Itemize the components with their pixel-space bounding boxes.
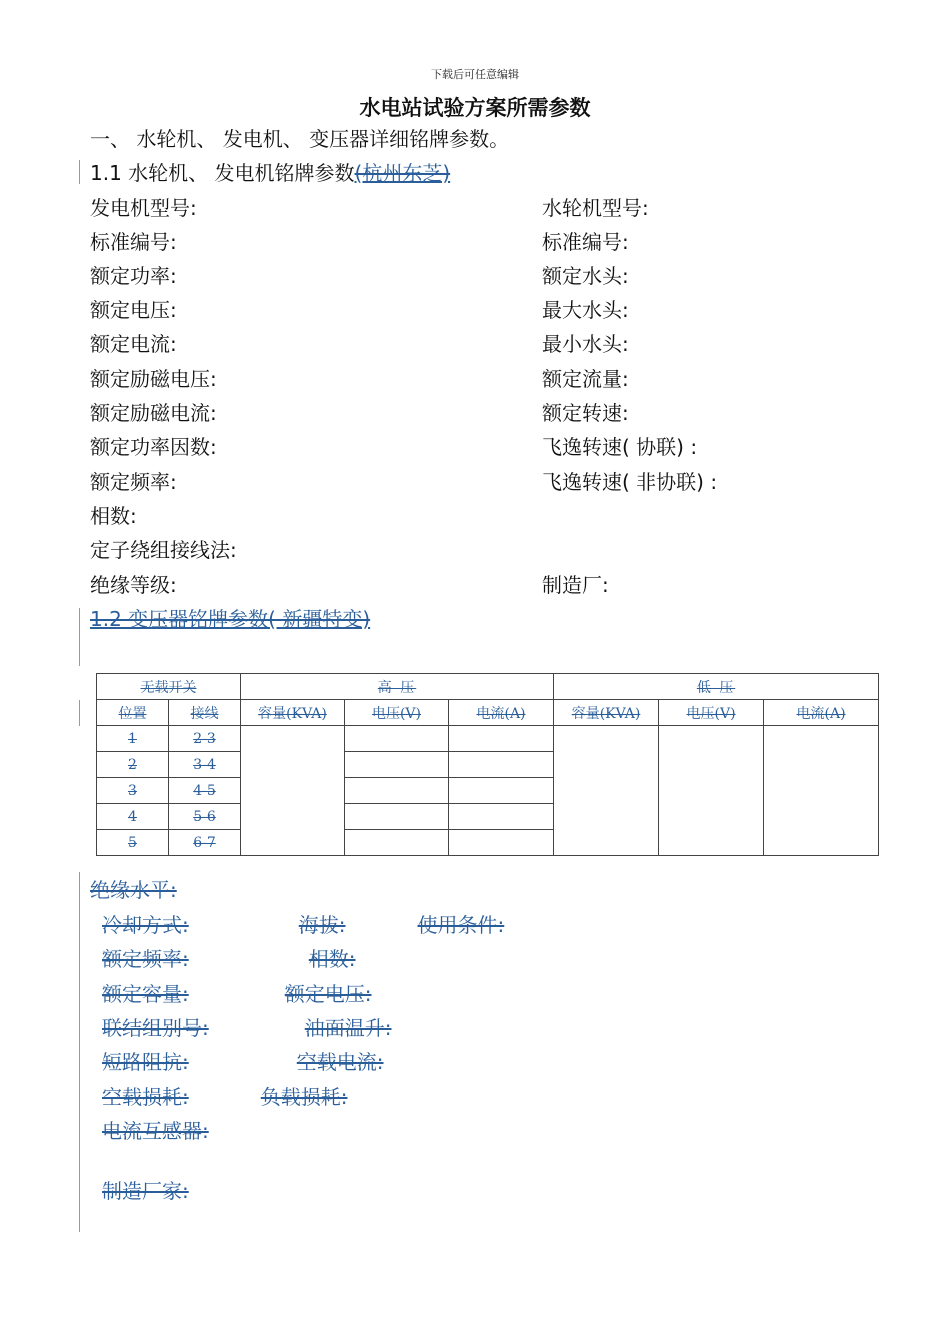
col-lv-voltage: 电压(V) (659, 700, 764, 726)
col-lv-current: 电流(A) (764, 700, 879, 726)
revision-bar (79, 872, 80, 1232)
cell-hv-current (449, 726, 554, 752)
table-subheader-row (97, 700, 879, 726)
cell-position: 2 (97, 752, 169, 778)
header-high-voltage: 高 压 (241, 674, 554, 700)
col-lv-capacity: 容量(KVA) (554, 700, 659, 726)
cell-position: 4 (97, 804, 169, 830)
revision-bar (79, 700, 80, 726)
subsection-heading-1-2: 1.2 变压器铭牌参数( 新疆特变) (90, 607, 371, 631)
insulation-level-label: 绝缘水平: (90, 878, 177, 902)
group-oil-temp-line (90, 1015, 392, 1041)
turbine-field: 飞逸转速( 协联) : (542, 435, 698, 459)
col-hv-current: 电流(A) (449, 700, 554, 726)
cell-hv-voltage (345, 752, 449, 778)
deleted-manufacturer-note: (杭州东芝) (354, 161, 451, 185)
frequency-phases-line (90, 946, 356, 972)
turbine-field: 最小水头: (542, 332, 629, 356)
capacity-voltage-line (90, 981, 372, 1007)
cell-wiring: 3-4 (169, 752, 241, 778)
cell-position: 1 (97, 726, 169, 752)
generator-field: 发电机型号: (90, 196, 197, 220)
turbine-field: 制造厂: (542, 573, 609, 597)
cell-position: 3 (97, 778, 169, 804)
current-transformer-label: 电流互感器: (102, 1119, 209, 1143)
turbine-field: 额定流量: (542, 367, 629, 391)
generator-field: 额定电流: (90, 332, 177, 356)
cell-hv-voltage (345, 830, 449, 856)
rated-capacity-label: 额定容量: (102, 982, 189, 1006)
turbine-field: 额定水头: (542, 264, 629, 288)
insulation-level-line (90, 877, 177, 903)
cell-wiring: 4-5 (169, 778, 241, 804)
short-circuit-impedance-label: 短路阻抗: (102, 1050, 189, 1074)
connection-group-label: 联结组别号: (102, 1016, 209, 1040)
table-header-row (97, 674, 879, 700)
generator-field: 额定励磁电压: (90, 367, 217, 391)
revision-bar (79, 608, 80, 666)
col-hv-voltage: 电压(V) (345, 700, 449, 726)
turbine-field: 最大水头: (542, 298, 629, 322)
cooling-method-label: 冷却方式: (102, 913, 189, 937)
cell-wiring: 2-3 (169, 726, 241, 752)
generator-field: 定子绕组接线法: (90, 538, 237, 562)
no-load-current-label: 空载电流: (296, 1050, 384, 1074)
generator-field: 额定功率: (90, 264, 177, 288)
cell-hv-voltage (345, 804, 449, 830)
transformer-manufacturer-label: 制造厂家: (102, 1179, 189, 1203)
section-heading: 一、 水轮机、 发电机、 变压器详细铭牌参数。 (90, 127, 510, 151)
turbine-field: 水轮机型号: (542, 196, 649, 220)
rated-frequency-label: 额定频率: (102, 947, 189, 971)
oil-temp-rise-label: 油面温升: (304, 1016, 392, 1040)
generator-field: 额定频率: (90, 470, 177, 494)
cell-hv-voltage (345, 778, 449, 804)
header-note: 下载后可任意编辑 (431, 68, 519, 81)
document-title: 水电站试验方案所需参数 (359, 96, 591, 120)
col-hv-capacity: 容量(KVA) (241, 700, 345, 726)
loss-line (90, 1084, 348, 1110)
cell-hv-current (449, 778, 554, 804)
cell-hv-voltage (345, 726, 449, 752)
cell-hv-capacity (241, 726, 345, 856)
load-loss-label: 负载损耗: (260, 1085, 348, 1109)
cooling-altitude-conditions-line (90, 912, 504, 938)
cell-position: 5 (97, 830, 169, 856)
transformer-table (96, 673, 879, 856)
col-position: 位置 (97, 700, 169, 726)
header-no-load-switch: 无载开关 (97, 674, 241, 700)
subsection-1-1-prefix: 1.1 水轮机、 发电机铭牌参数 (90, 161, 355, 185)
turbine-field: 额定转速: (542, 401, 629, 425)
generator-field: 标准编号: (90, 230, 177, 254)
cell-hv-current (449, 830, 554, 856)
cell-hv-current (449, 752, 554, 778)
generator-field: 额定励磁电流: (90, 401, 217, 425)
subsection-heading-1-1 (90, 160, 450, 186)
current-transformer-line (90, 1118, 233, 1144)
generator-field: 额定功率因数: (90, 435, 217, 459)
generator-field: 额定电压: (90, 298, 177, 322)
cell-hv-current (449, 804, 554, 830)
operating-conditions-label: 使用条件: (417, 913, 505, 937)
turbine-field: 飞逸转速( 非协联) : (542, 470, 718, 494)
cell-lv-voltage (659, 726, 764, 856)
cell-wiring: 6-7 (169, 830, 241, 856)
manufacturer-line (90, 1178, 213, 1204)
header-low-voltage: 低 压 (554, 674, 879, 700)
turbine-field: 标准编号: (542, 230, 629, 254)
table-row (97, 726, 879, 752)
cell-lv-current (764, 726, 879, 856)
generator-field: 相数: (90, 504, 137, 528)
col-wiring: 接线 (169, 700, 241, 726)
altitude-label: 海拔: (298, 913, 346, 937)
cell-wiring: 5-6 (169, 804, 241, 830)
generator-field: 绝缘等级: (90, 573, 177, 597)
revision-bar (79, 160, 80, 184)
rated-voltage-label: 额定电压: (284, 982, 372, 1006)
no-load-loss-label: 空载损耗: (102, 1085, 189, 1109)
phases-label: 相数: (308, 947, 356, 971)
impedance-current-line (90, 1049, 384, 1075)
cell-lv-capacity (554, 726, 659, 856)
